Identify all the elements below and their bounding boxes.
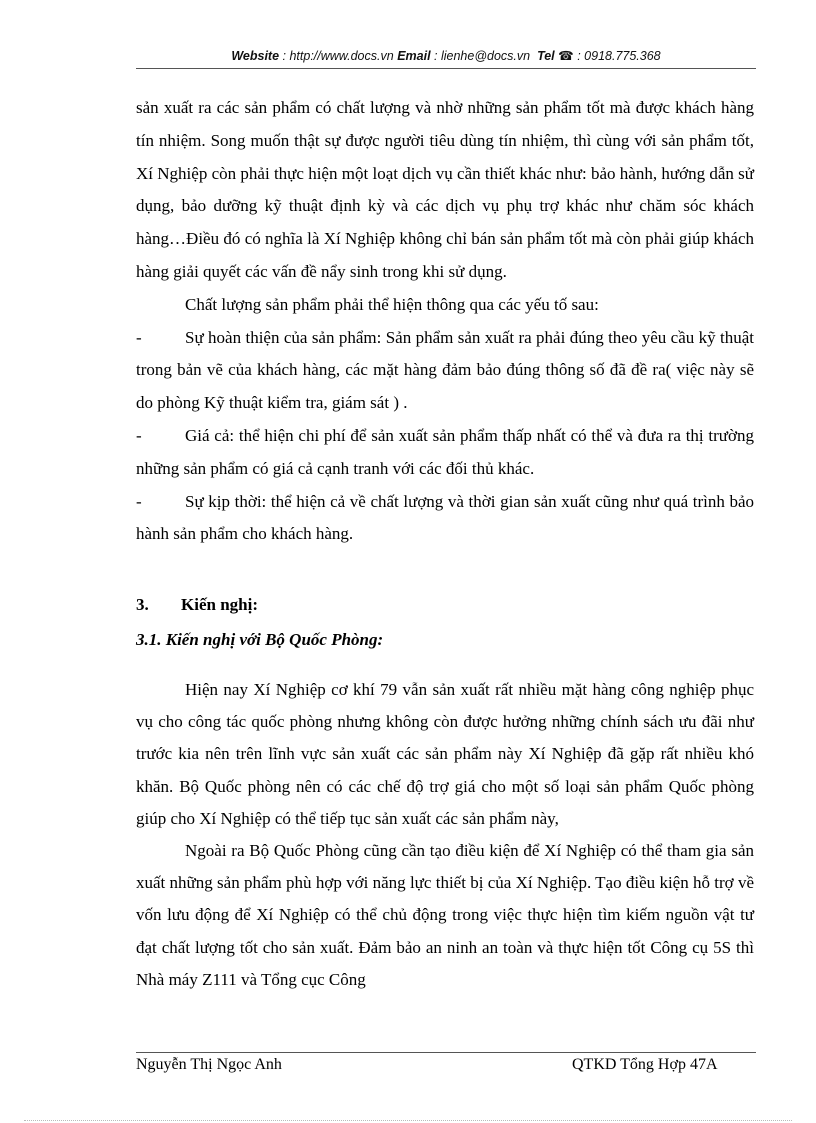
page-break-line <box>24 1120 792 1121</box>
bullet-text: Sự kịp thời: thể hiện cả về chất lượng và thời gian sản xuất cũng như quá trình bảo hành sản phẩm cho khách hàng. <box>136 491 754 544</box>
header-divider <box>136 68 756 69</box>
quality-intro: Chất lượng sản phẩm phải thể hiện thông qua các yếu tố sau: <box>185 294 599 314</box>
footer-author: Nguyễn Thị Ngọc Anh <box>136 1056 282 1073</box>
bullet-item <box>136 322 754 420</box>
bullet-text: Sự hoàn thiện của sản phẩm: Sản phẩm sản xuất ra phải đúng theo yêu cầu kỹ thuật trong bản vẽ của khách hàng, các mặt hàng đảm bảo đúng thông số đã đề ra( việc này sẽ do phòng Kỹ thuật kiểm tra, giám sát ) . <box>136 327 754 413</box>
tel-label: Tel <box>537 49 555 63</box>
footer-divider <box>136 1052 756 1053</box>
section-3-1-heading: 3.1. Kiến nghị với Bộ Quốc Phòng: <box>136 630 384 649</box>
section-title: Kiến nghị: <box>181 595 258 614</box>
website-value: : http://www.docs.vn <box>282 49 394 63</box>
bullet-item <box>136 420 754 486</box>
intro-paragraph: sản xuất ra các sản phẩm có chất lượng và nhờ những sản phẩm tốt mà được khách hàng tín nhiệm. Song muốn thật sự được người tiêu dùng tín nhiệm, thì cùng với sản phẩm tốt, Xí Nghiệp còn phải thực hiện một loạt dịch vụ cần thiết khác như: bảo hành, hướng dẫn sử dụng, bảo dưỡng kỹ thuật định kỳ và các dịch vụ phụ trợ khác như chăm sóc khách hàng…Điều đó có nghĩa là Xí Nghiệp không chỉ bán sản phẩm tốt mà còn phải giúp khách hàng giải quyết các vấn đề nẩy sinh trong khi sử dụng. <box>136 98 754 281</box>
email-value: : lienhe@docs.vn <box>434 49 531 63</box>
section-3-heading <box>136 595 258 615</box>
body-text-top <box>136 92 754 551</box>
bullet-dash: - <box>136 425 142 445</box>
section-number: 3. <box>136 595 149 614</box>
email-label: Email <box>397 49 431 63</box>
website-label: Website <box>231 49 280 63</box>
footer-class: QTKD Tổng Hợp 47A <box>572 1056 718 1073</box>
bullet-text: Giá cả: thể hiện chi phí để sản xuất sản phẩm thấp nhất có thể và đưa ra thị trường những sản phẩm có giá cả cạnh tranh với các đối thủ khác. <box>136 425 754 478</box>
page-header <box>136 48 756 63</box>
body-paragraph: Ngoài ra Bộ Quốc Phòng cũng cần tạo điều kiện để Xí Nghiệp có thể tham gia sản xuất những sản phẩm phù hợp với năng lực thiết bị của Xí Nghiệp. Tạo điều kiện hỗ trợ về vốn lưu động để Xí Nghiệp có thể chủ động trong việc thực hiện tìm kiếm nguồn vật tư đạt chất lượng tốt cho sản xuất. Đảm bảo an ninh an toàn và thực hiện tốt Công cụ 5S thì Nhà máy Z111 và Tổng cục Công <box>136 841 754 989</box>
bullet-item <box>136 486 754 552</box>
body-paragraph: Hiện nay Xí Nghiệp cơ khí 79 vẫn sản xuất rất nhiều mặt hàng công nghiệp phục vụ cho công tác quốc phòng nhưng không còn được hưởng những chính sách ưu đãi như trước kia nên trên lĩnh vực sản xuất các sản phẩm này Xí Nghiệp đã gặp rất nhiều khó khăn. Bộ Quốc phòng nên có các chế độ trợ giá cho một số loại sản phẩm Quốc phòng giúp cho Xí Nghiệp có thể tiếp tục sản xuất các sản phẩm này, <box>136 680 754 828</box>
tel-value: : 0918.775.368 <box>577 49 661 63</box>
bullet-dash: - <box>136 491 142 511</box>
phone-icon: ☎ <box>558 49 574 63</box>
body-text-bottom <box>136 674 754 996</box>
bullet-dash: - <box>136 327 142 347</box>
